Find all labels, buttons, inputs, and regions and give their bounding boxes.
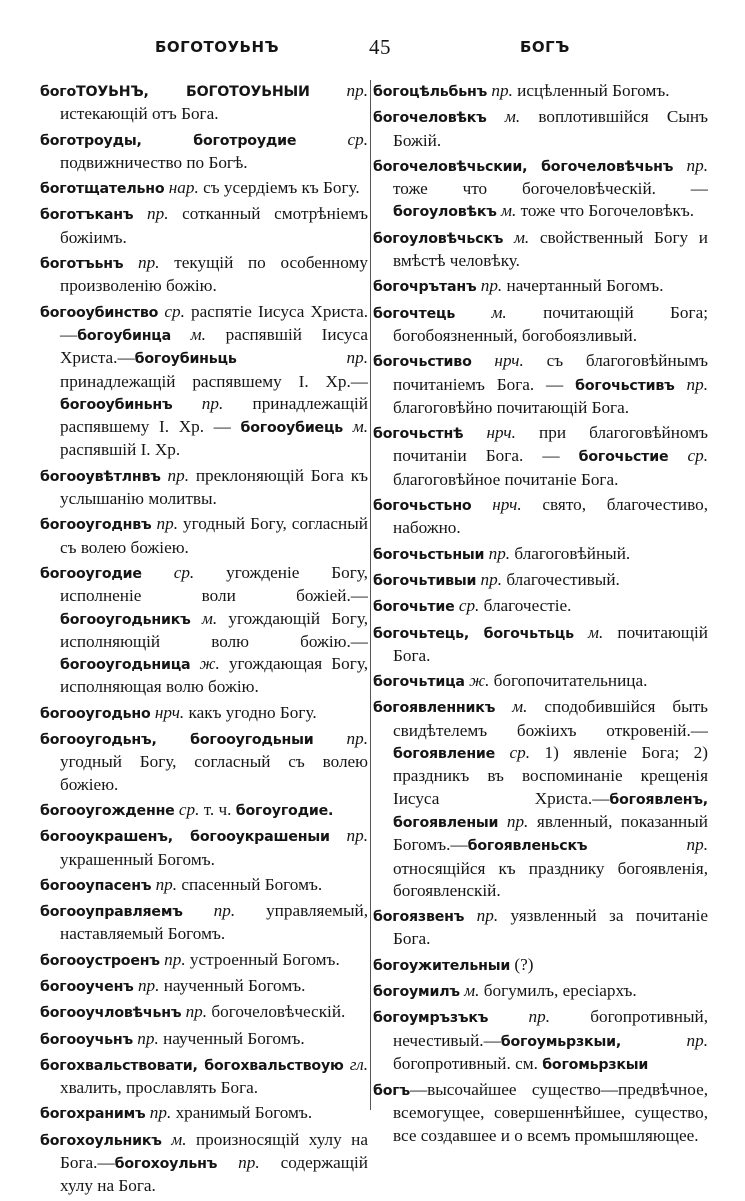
dictionary-entry [40,900,368,946]
dictionary-entry [373,1006,708,1076]
grammar-label: пр. [587,835,708,855]
definition-text: управляемый, наставляемый Богомъ. [60,901,368,944]
headword: богохвальствовати, богохвальствоую [40,1057,344,1074]
headword: богохоульникъ [40,1132,162,1149]
dictionary-entry [40,1054,368,1100]
grammar-label: пр. [309,81,368,100]
definition-text: устроенный Богомъ. [185,949,340,969]
grammar-label: пр. [123,253,160,273]
headword: богооученъ [40,978,134,995]
definition-text: уязвленный за почитаніе Бога. [393,906,708,949]
left-column [40,80,368,1201]
grammar-label: пр. [621,1030,708,1050]
headword: богооучловѣчьнъ [40,1005,182,1022]
dictionary-entry [40,301,368,462]
grammar-label: ср. [495,743,531,763]
definition-text: содержащій хулу на Бога. [60,1153,368,1196]
grammar-label: нрч. [463,423,516,443]
definition-text: богопротивный. см. [393,1053,543,1073]
grammar-label: пр. [151,514,178,534]
headword: богочьтивыи [373,572,477,589]
dictionary-entry [373,227,708,273]
headword: богочьстнѣ [373,426,464,443]
definition-text: наученный Богомъ. [158,1028,305,1048]
dictionary-entry [40,874,368,897]
dictionary-entry [373,422,708,491]
grammar-label: м. [459,980,480,1000]
definition-text: благочестивый. [502,569,620,589]
headword: богооучьнъ [40,1031,133,1048]
dictionary-entry [40,702,368,725]
headword: богооугоднвъ [40,517,152,534]
grammar-label: м. [161,1129,187,1149]
grammar-label: ср. [174,799,200,819]
definition-text: богочеловѣческій. [207,1002,346,1022]
headword: богоумръзъкъ [373,1010,489,1027]
page-number: 45 [369,35,391,59]
definition-text: явленный, показанный Богомъ.— [393,811,709,855]
grammar-label: пр. [674,374,708,394]
grammar-label: пр. [487,81,513,100]
definition-text: распявшій Іисуса Христа.— [60,324,368,368]
grammar-label: м. [190,608,218,628]
dictionary-entry [373,696,708,902]
grammar-label: пр. [182,901,236,921]
dictionary-entry [373,670,708,693]
headword: богоумилъ [373,983,460,1000]
definition-text: спасенный Богомъ. [177,874,323,894]
headword: богооугодьникъ [60,611,191,628]
dictionary-entry [373,905,708,951]
definition-text: съ усердіемъ къ Богу. [198,178,360,198]
headword: богочьтица [373,674,465,691]
grammar-label: пр. [151,874,178,894]
definition-text: сотканный смотрѣніемъ божіимъ. [60,204,368,247]
dictionary-entry [373,1079,708,1147]
grammar-label: м. [496,201,517,221]
headword: богъ [373,1083,410,1100]
definition-text: подвижничество по Богѣ. [60,152,248,172]
dictionary-entry [40,562,368,699]
headword: богооувѣтлнвъ [40,468,161,485]
grammar-label: пр. [673,155,709,175]
dictionary-entry [373,569,708,592]
headword: боготроуды, боготроудие [40,132,297,149]
dictionary-entry [373,543,708,566]
dictionary-entry [373,106,708,152]
definition-text: относящійся къ празднику богоявленія, богоявленскій. [393,858,708,900]
dictionary-entry [40,129,368,175]
dictionary-entry [373,494,708,540]
headword: богомьрзкыи [542,1056,649,1073]
definition-text: произносящій хулу на Бога.— [60,1129,368,1173]
headword: богоумьрзкыи, [500,1033,622,1050]
headword: богооукрашенъ, богооукрашеныи [40,829,330,846]
definition-text: угождающая Богу, исполняющая волю божію. [60,654,368,697]
grammar-label: нрч. [150,702,185,722]
headword: богочрътанъ [373,279,477,296]
dictionary-entry [40,1102,368,1125]
headword: богоявление [393,746,496,763]
definition-text: угожденіе Богу, исполненіе воли божіей.— [60,562,368,606]
grammar-label: нрч. [471,495,522,515]
headword: богохранимъ [40,1106,146,1123]
grammar-label: пр. [133,204,169,224]
dictionary-entry [40,252,368,298]
header-left-guideword: БОГОТОУЬНЪ [155,38,280,56]
definition-text: съ благоговѣйнымъ почитаніемъ Бога. — [393,351,709,394]
definition-text: преклоняющій Бога къ услышанію молитвы. [60,465,368,509]
definition-text: богумилъ, ересіархъ. [479,980,637,1000]
definition-text: почитающій Бога; богобоязненный, богобоязливый. [393,302,708,345]
definition-text: исцѣленный Богомъ. [512,81,670,100]
grammar-label: пр. [159,949,186,969]
grammar-label: пр. [236,348,368,368]
right-column [373,80,708,1150]
headword: богочьстиво [373,354,472,371]
headword: богочьстивъ [575,377,675,394]
grammar-label: пр. [476,569,503,589]
headword: богоцѣльбьнъ [373,84,488,100]
headword: богооугодьнъ, богооугодьныи [40,732,314,749]
headword: богооугодьно [40,705,151,722]
definition-text: богопочитательница. [489,671,648,691]
dictionary-entry [40,1001,368,1024]
definition-text: тоже что богочеловѣческій. — [393,179,708,199]
dictionary-entry [40,799,368,822]
definition-text: благочестіе. [479,596,572,616]
dictionary-entry [373,622,708,668]
headword: боготъьнъ [40,256,124,273]
headword: богочеловѣчьскии, богочеловѣчьнъ [373,158,674,175]
grammar-label: пр. [132,1028,159,1048]
grammar-label: пр. [476,276,503,296]
grammar-label: пр. [313,729,369,749]
dictionary-entry [373,155,708,224]
headword: богочьстьныи [373,546,485,563]
definition-text: воплотившійся Сынъ Божій. [393,107,708,150]
dictionary-entry [373,350,708,419]
headword: богочьтие [373,599,455,616]
headword: богоуловѣкъ [393,204,497,221]
definition-text: (?) [510,954,534,974]
dictionary-entry [40,949,368,972]
definition-text: истекающій отъ Бога. [60,104,219,124]
dictionary-entry [373,302,708,348]
headword: боготъканъ [40,207,134,224]
definition-text: принадлежащій распявшему І. Хр.— [60,371,368,391]
definition-text: распявшій І. Хр. [60,440,181,460]
grammar-label: ср. [141,562,195,582]
headword: богоужительныи [373,957,511,974]
headword: богооугодие [40,565,142,582]
definition-text: 1) явленіе Бога; 2) праздникъ въ воспоминаніе крещенія Іисуса Христа.— [393,743,708,808]
grammar-label: пр. [498,811,529,831]
headword: богочьстие [578,449,669,466]
headword: богочьтець, богочьтьць [373,625,574,642]
definition-text: начертанный Богомъ. [502,276,664,296]
definition-text: угодный Богу, согласный съ волею божіею. [60,752,368,794]
definition-text: —высочайшее существо—предвѣчное, всемогущее, совершеннѣйшее, существо, все создавшее и о всемъ промышляющее. [393,1080,708,1145]
headword: богооугожденне [40,802,175,819]
grammar-label: м. [455,302,507,322]
definition-text: распятіе Іисуса Христа.— [60,301,368,344]
headword: богоязвенъ [373,909,465,926]
grammar-label: пр. [484,543,511,563]
grammar-label: пр. [160,465,190,485]
header-right-guideword: БОГЪ [520,38,570,56]
dictionary-entry [40,825,368,871]
definition-text: благоговѣйно почитающій Бога. [393,397,630,417]
grammar-label: пр. [145,1103,172,1123]
grammar-label: пр. [181,1002,208,1022]
headword: богоявленникъ [373,700,496,717]
grammar-label: ср. [454,596,480,616]
definition-text: текущій по особенному произволенію божію. [60,253,368,296]
dictionary-entry [40,728,368,796]
dictionary-entry [40,975,368,998]
headword: богооубинство [40,304,159,321]
dictionary-entry [373,80,708,103]
headword: богоубинца [77,327,171,344]
dictionary-entry [40,513,368,559]
headword: богочеловѣкъ [373,110,487,127]
grammar-label: ж. [190,654,220,674]
headword: богооуправляемъ [40,904,183,921]
grammar-label: пр. [488,1007,550,1027]
headword: богооугодьница [60,657,191,674]
definition-text: хранимый Богомъ. [171,1103,313,1123]
grammar-label: ср. [668,446,708,466]
definition-text: какъ угодно Богу. [184,702,317,722]
dictionary-entry [40,203,368,249]
definition-text: свято, благочестиво, набожно. [393,495,708,538]
grammar-label: ср. [158,301,185,321]
definition-text: при благоговѣйномъ почитаніи Бога. — [393,423,708,466]
definition-text: т. ч. [199,799,236,819]
grammar-label: пр. [217,1153,260,1173]
headword: богоявленъ, богоявленыи [393,791,708,831]
definition-text: украшенный Богомъ. [60,849,215,869]
grammar-label: м. [503,227,530,247]
headword: богооустроенъ [40,952,160,969]
dictionary-entry [40,1129,368,1198]
dictionary-entry [373,980,708,1003]
headword: богоуловѣчьскъ [373,230,504,247]
headword: богооупасенъ [40,877,152,894]
grammar-label: пр. [329,826,368,846]
definition-text: благоговѣйный. [510,543,631,563]
grammar-label: ж. [464,671,490,691]
grammar-label: м. [573,622,604,642]
grammar-label: м. [495,697,528,717]
headword: богочтець [373,305,456,322]
definition-text: хвалить, прославлять Бога. [60,1078,259,1098]
headword: богоТОУЬНЪ, БОГОТОУЬНЫИ [40,84,310,100]
headword: богочьстьно [373,498,472,515]
headword: богоугодие. [235,802,334,819]
headword: богоявленьскъ [467,838,588,855]
definition-text: сподобившійся быть свидѣтелемъ божіихъ откровеній.— [393,697,708,740]
grammar-label: м. [171,324,206,344]
grammar-label: пр. [172,393,224,413]
definition-text: тоже что Богочеловѣкъ. [516,201,695,221]
dictionary-entry [40,177,368,200]
grammar-label: м. [343,417,368,437]
definition-text: богопротивный, нечестивый.— [393,1007,709,1050]
running-header [0,35,745,68]
definition-text: почитающій Бога. [393,622,708,665]
dictionary-entry [373,275,708,298]
definition-text: угодный Богу, согласный съ волею божіею. [60,514,368,557]
grammar-label: пр. [133,975,160,995]
grammar-label: гл. [343,1054,368,1074]
headword: богооубиець [240,420,344,437]
headword: богоубиньць [134,351,237,368]
definition-text: угождающій Богу, исполняющій волю божію.— [60,608,368,651]
dictionary-entry [373,595,708,618]
dictionary-entry [40,80,368,126]
grammar-label: ср. [296,129,368,149]
dictionary-entry [40,1028,368,1051]
headword: боготщательно [40,181,165,198]
grammar-label: м. [486,107,521,127]
definition-text: свойственный Богу и вмѣстѣ человѣку. [393,227,708,271]
grammar-label: нар. [164,178,199,198]
headword: богооубиньнъ [60,396,173,413]
dictionary-entry [40,465,368,511]
dictionary-entry [373,954,708,977]
definition-text: благоговѣйное почитаніе Бога. [393,469,619,489]
headword: богохоульнъ [114,1156,218,1173]
definition-text: наученный Богомъ. [159,975,306,995]
grammar-label: пр. [464,906,499,926]
grammar-label: нрч. [471,351,524,371]
column-divider [370,80,371,1110]
definition-text: принадлежащій распявшему І. Хр. — [60,393,368,437]
